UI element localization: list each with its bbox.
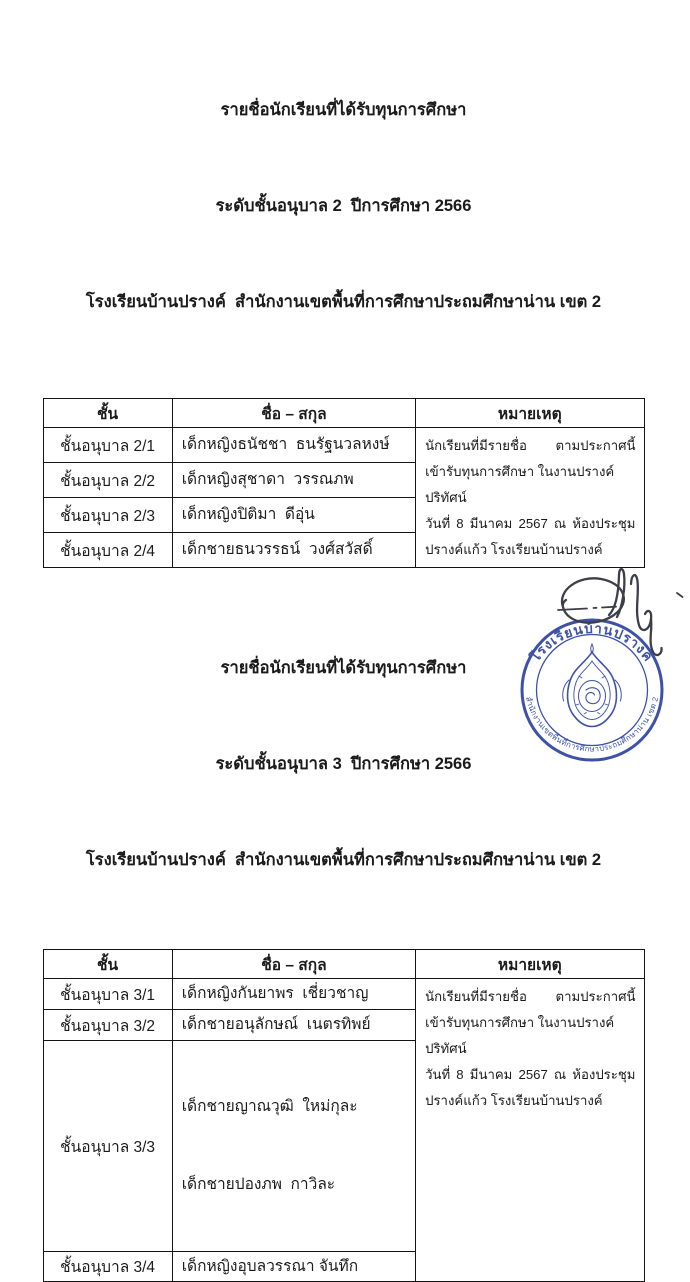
class-label: ชั้นอนุบาล 2/4 xyxy=(43,533,172,568)
student-name: เด็กหญิงธนัชชา ธนรัฐนวลหงษ์ xyxy=(172,428,415,463)
handwritten-signature xyxy=(505,558,690,668)
student-name: เด็กชายธนวรรธน์ วงศ์สวัสดิ์ xyxy=(172,533,415,568)
class-label: ชั้นอนุบาล 3/3 xyxy=(43,1041,172,1252)
title-line-3: โรงเรียนบ้านปรางค์ สำนักงานเขตพื้นที่การศึกษาประถมศึกษาน่าน เขต 2 xyxy=(85,851,602,869)
title-line-2: ระดับชั้นอนุบาล 3 ปีการศึกษา 2566 xyxy=(215,755,472,773)
signature-strokes xyxy=(558,569,683,655)
section-title-block xyxy=(0,0,687,382)
remark-line: วันที่ 8 มีนาคม 2567 ณ ห้องประชุม xyxy=(425,516,636,531)
student-name: เด็กหญิงสุชาดา วรรณภพ xyxy=(172,463,415,498)
title-line-2: ระดับชั้นอนุบาล 2 ปีการศึกษา 2566 xyxy=(215,197,472,215)
column-header-remark: หมายเหตุ xyxy=(416,950,644,979)
scholarship-table-anuban-3 xyxy=(43,949,645,1282)
table-row xyxy=(43,979,644,1010)
class-label: ชั้นอนุบาล 2/2 xyxy=(43,463,172,498)
remark-line: เข้ารับทุนการศึกษา ในงานปรางค์ปริทัศน์ xyxy=(425,464,615,505)
table-header-row xyxy=(43,950,644,979)
column-header-class: ชั้น xyxy=(43,399,172,428)
remark-line: ปรางค์แก้ว โรงเรียนบ้านปรางค์ xyxy=(425,1093,603,1108)
column-header-remark: หมายเหตุ xyxy=(416,399,644,428)
scholarship-table-anuban-2 xyxy=(43,398,645,568)
student-name: เด็กหญิงกันยาพร เชี่ยวชาญ xyxy=(172,979,415,1010)
class-label: ชั้นอนุบาล 3/2 xyxy=(43,1010,172,1041)
title-line-3: โรงเรียนบ้านปรางค์ สำนักงานเขตพื้นที่การศึกษาประถมศึกษาน่าน เขต 2 xyxy=(85,293,602,311)
remark-line: นักเรียนที่มีรายชื่อ ตามประกาศนี้ xyxy=(425,438,636,453)
student-name: เด็กชายปองภพ กาวิละ xyxy=(181,1176,336,1193)
class-label: ชั้นอนุบาล 3/1 xyxy=(43,979,172,1010)
remark-cell xyxy=(416,979,644,1282)
student-name-pair xyxy=(172,1041,415,1252)
title-line-1: รายชื่อนักเรียนที่ได้รับทุนการศึกษา xyxy=(220,659,467,677)
remark-line: ปรางค์แก้ว โรงเรียนบ้านปรางค์ xyxy=(425,542,603,557)
remark-cell xyxy=(416,428,644,568)
section-anuban-2 xyxy=(0,0,687,568)
remark-line: เข้ารับทุนการศึกษา ในงานปรางค์ปริทัศน์ xyxy=(425,1015,615,1056)
table-row xyxy=(43,428,644,463)
class-label: ชั้นอนุบาล 2/3 xyxy=(43,498,172,533)
class-label: ชั้นอนุบาล 2/1 xyxy=(43,428,172,463)
student-name: เด็กหญิงปิติมา ดีอุ่น xyxy=(172,498,415,533)
column-header-name: ชื่อ – สกุล xyxy=(172,950,415,979)
seal-top-text: โรงเรียนบ้านปรางค์ xyxy=(527,620,657,665)
seal-bottom-text: สำนักงานเขตพื้นที่การศึกษาประถมศึกษาน่าน เขต 2 xyxy=(523,695,661,754)
remark-line: วันที่ 8 มีนาคม 2567 ณ ห้องประชุม xyxy=(425,1067,636,1082)
student-name: เด็กหญิงอุบลวรรณา จันทึก xyxy=(172,1252,415,1282)
column-header-class: ชั้น xyxy=(43,950,172,979)
remark-line: นักเรียนที่มีรายชื่อ ตามประกาศนี้ xyxy=(425,989,636,1004)
column-header-name: ชื่อ – สกุล xyxy=(172,399,415,428)
student-name: เด็กชายอนุลักษณ์ เนตรทิพย์ xyxy=(172,1010,415,1041)
student-name: เด็กชายญาณวุฒิ ใหม่กุละ xyxy=(181,1098,358,1115)
class-label: ชั้นอนุบาล 3/4 xyxy=(43,1252,172,1282)
title-line-1: รายชื่อนักเรียนที่ได้รับทุนการศึกษา xyxy=(220,101,467,119)
table-header-row xyxy=(43,399,644,428)
